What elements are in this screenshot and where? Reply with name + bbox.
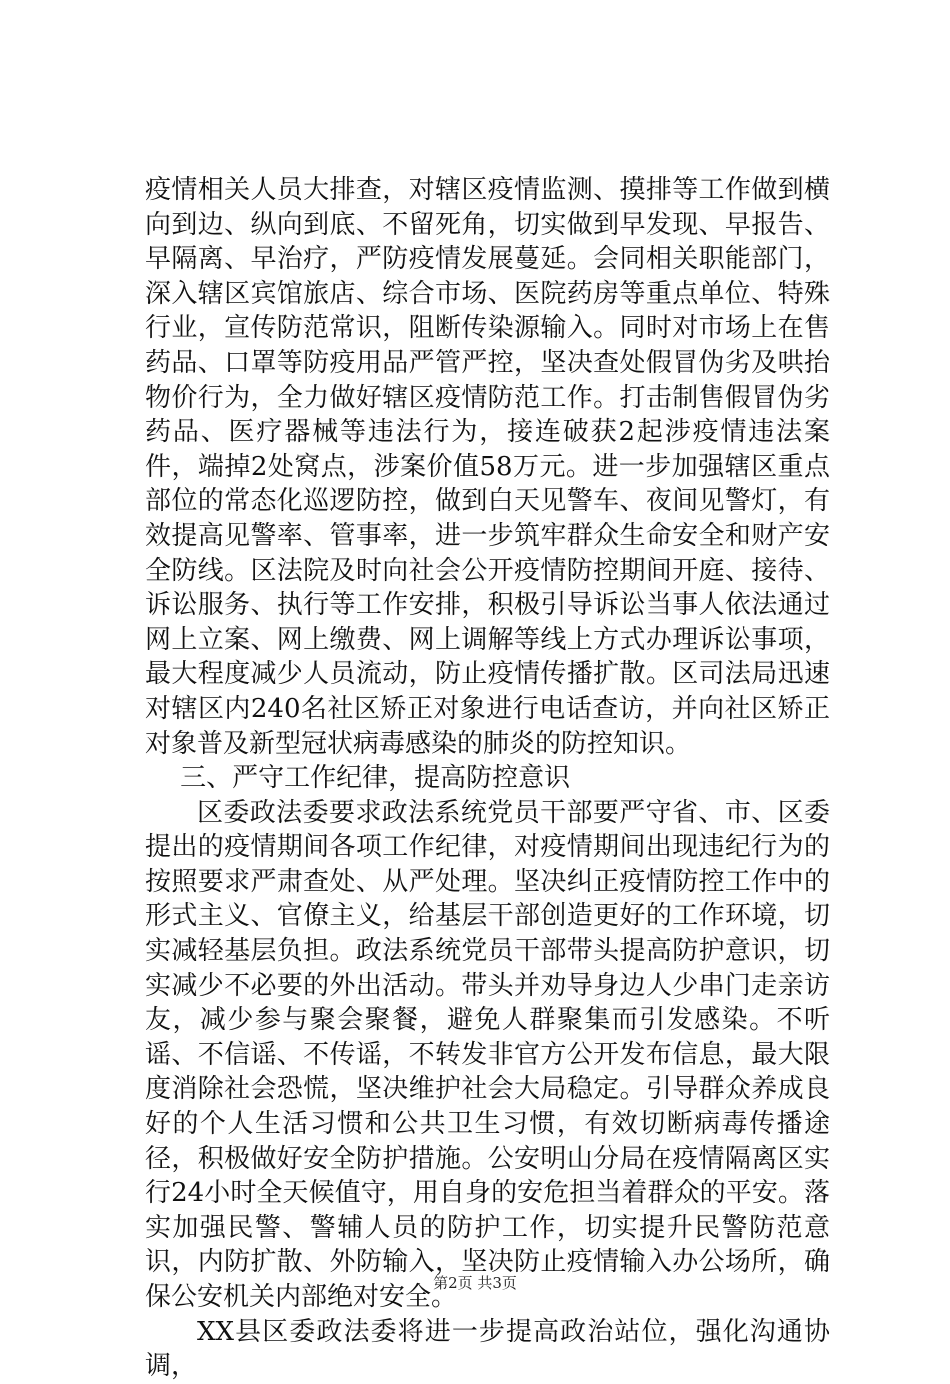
paragraph-discipline: 区委政法委要求政法系统党员干部要严守省、市、区委提出的疫情期间各项工作纪律，对疫情期间出现违纪行为的按照要求严肃查处、从严处理。坚决纠正疫情防控工作中的形式主义、官僚主义，给基层干部创造更好的工作环境，切实减轻基层负担。政法系统党员干部带头提高防护意识，切实减少不必要的外出活动。带头并劝导身边人少串门走亲访友，减少参与聚会聚餐，避免人群聚集而引发感染。不听谣、不信谣、不传谣，不转发非官方公开发布信息，最大限度消除社会恐慌，坚决维护社会大局稳定。引导群众养成良好的个人生活习惯和公共卫生习惯，有效切断病毒传播途径，积极做好安全防护措施。公安明山分局在疫情隔离区实行24小时全天候值守，用自身的安危担当着群众的平安。落实加强民警、警辅人员的防护工作，切实提升民警防范意识，内防扩散、外防输入，坚决防止疫情输入办公场所，确保公安机关内部绝对安全。 bbox=[145, 797, 830, 1312]
page-number-footer: 第2页 共3页 bbox=[433, 1274, 517, 1292]
paragraph-closing: XX县区委政法委将进一步提高政治站位，强化沟通协调， bbox=[145, 1316, 830, 1382]
document-body bbox=[145, 173, 830, 1384]
section-heading: 三、严守工作纪律，提高防控意识 bbox=[180, 763, 571, 794]
paragraph-continuation: 疫情相关人员大排查，对辖区疫情监测、摸排等工作做到横向到边、纵向到底、不留死角，切实做到早发现、早报告、早隔离、早治疗，严防疫情发展蔓延。会同相关职能部门，深入辖区宾馆旅店、综合市场、医院药房等重点单位、特殊行业，宣传防范常识，阻断传染源输入。同时对市场上在售药品、口罩等防疫用品严管严控，坚决查处假冒伪劣及哄抬物价行为，全力做好辖区疫情防范工作。打击制售假冒伪劣药品、医疗器械等违法行为，接连破获2起涉疫情违法案件，端掉2处窝点，涉案价值58万元。进一步加强辖区重点部位的常态化巡逻防控，做到白天见警车、夜间见警灯，有效提高见警率、管事率，进一步筑牢群众生命安全和财产安全防线。区法院及时向社会公开疫情防控期间开庭、接待、诉讼服务、执行等工作安排，积极引导诉讼当事人依法通过网上立案、网上缴费、网上调解等线上方式办理诉讼事项，最大程度减少人员流动，防止疫情传播扩散。区司法局迅速对辖区内240名社区矫正对象进行电话查访，并向社区矫正对象普及新型冠状病毒感染的肺炎的防控知识。 bbox=[145, 175, 830, 759]
